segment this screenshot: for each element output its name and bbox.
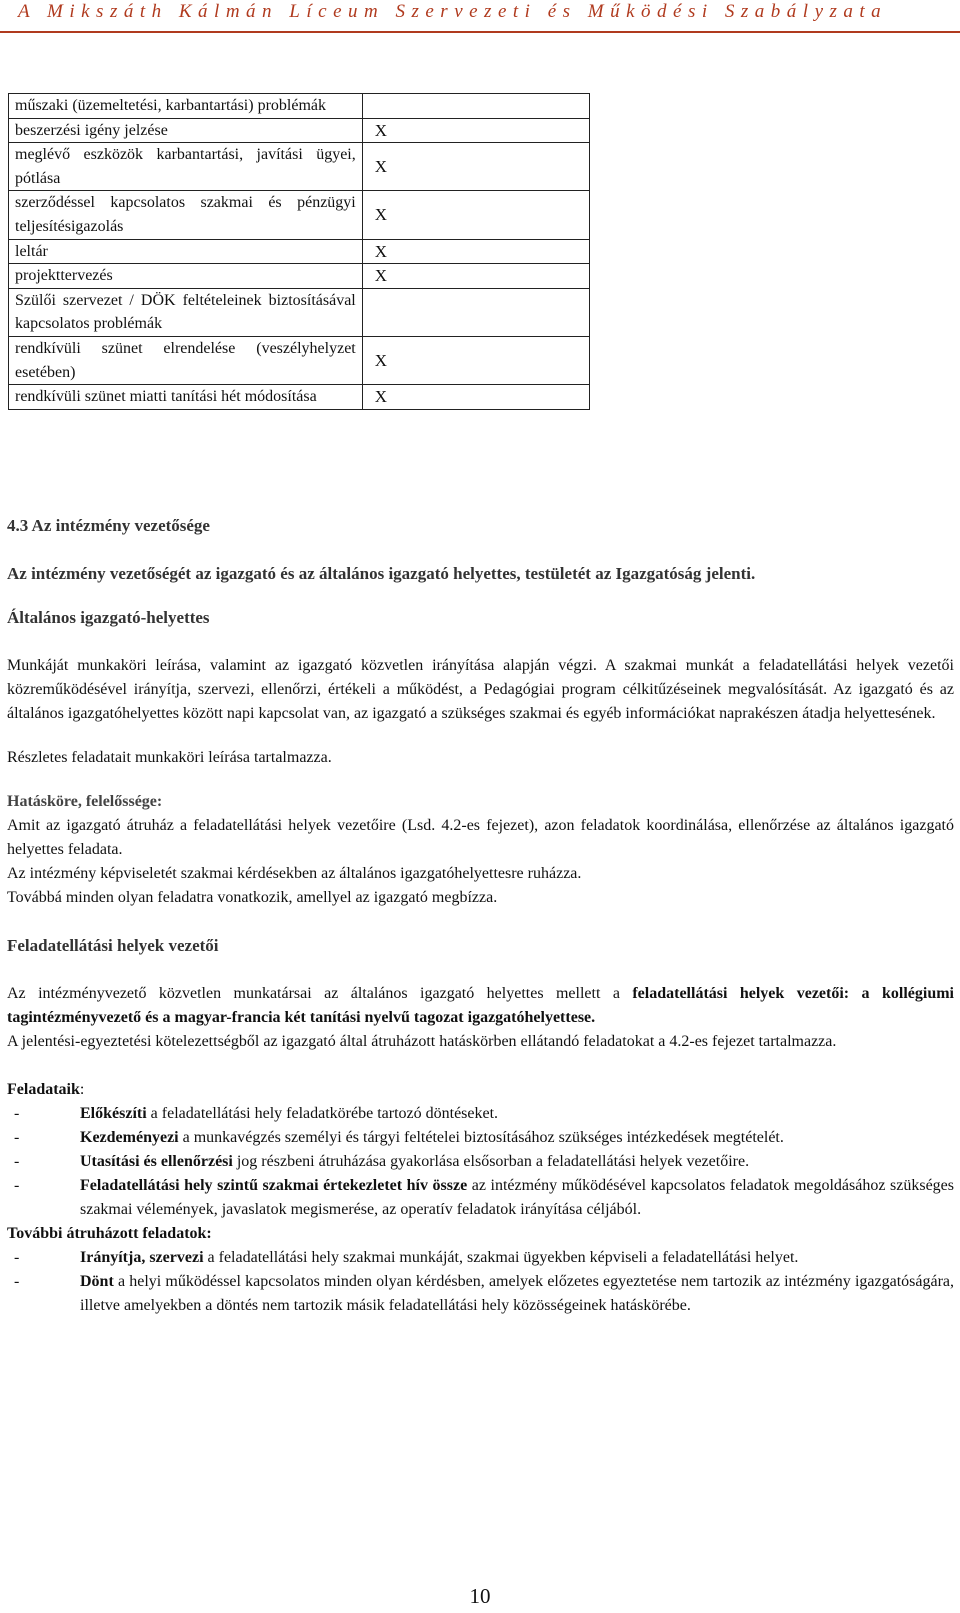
task-cell: projekttervezés (9, 264, 363, 289)
task-cell: leltár (9, 239, 363, 264)
list-item (7, 1270, 954, 1318)
deputy-title: Általános igazgató-helyettes (7, 608, 210, 627)
authority-line-3: Továbbá minden olyan feladatra vonatkozik, amellyel az igazgató megbízza. (7, 889, 498, 906)
dash-bullet-icon: - (14, 1273, 20, 1290)
table-row (9, 264, 590, 289)
list-item-text: a helyi működéssel kapcsolatos minden olyan kérdésben, amelyek előzetes egyeztetése nem tartozik az intézmény igazgatóságára, illetve amelyekben a döntés nem tartozik másik feladatellátási hely közösségeinek hatáskörébe. (80, 1273, 954, 1314)
site-leaders-intro (7, 982, 954, 1030)
authority-line-2: Az intézmény képviseletét szakmai kérdésekben az általános igazgatóhelyettesre ruházza. (7, 865, 582, 882)
page-header: A Mikszáth Kálmán Líceum Szervezeti és Működési Szabályzata (18, 1, 888, 22)
task-cell: beszerzési igény jelzése (9, 118, 363, 143)
list-item-bold: Irányítja, szervezi (80, 1249, 204, 1266)
dash-bullet-icon: - (14, 1249, 20, 1266)
site-leaders-intro-bold: feladatellátási helyek vezetői: a kollégiumi tagintézményvezető és a magyar-francia két tanítási nyelvű tagozat igazgatóhelyettese. (7, 985, 954, 1026)
tasks-list (7, 1102, 954, 1222)
table-row (9, 94, 590, 119)
document-body (7, 514, 954, 1318)
task-cell: szerződéssel kapcsolatos szakmai és pénzügyi teljesítésigazolás (9, 191, 363, 239)
section-title: 4.3 Az intézmény vezetősége (7, 516, 210, 535)
dash-bullet-icon: - (14, 1153, 20, 1170)
tasks-label-colon: : (79, 1081, 85, 1098)
task-cell: meglévő eszközök karbantartási, javítási ügyei, pótlása (9, 143, 363, 191)
authority-label: Hatásköre, felelőssége: (7, 793, 163, 810)
authority-line-1: Amit az igazgató átruház a feladatellátási helyek vezetőire (Lsd. 4.2-es fejezet), azon feladatok koordinálása, ellenőrzése az általános igazgató helyettes feladata. (7, 817, 954, 858)
mark-cell (362, 94, 589, 119)
list-item (7, 1150, 954, 1174)
mark-cell: X (362, 191, 589, 239)
list-item-bold: Dönt (80, 1273, 114, 1290)
list-item-text: a feladatellátási hely feladatkörébe tartozó döntéseket. (146, 1105, 499, 1122)
site-leaders-intro-text: Az intézményvezető közvetlen munkatársai az általános igazgató helyettes mellett a (7, 985, 633, 1002)
tasks-label-text: Feladataik (7, 1081, 80, 1098)
list-item-text: a munkavégzés személyi és tárgyi feltételei biztosításához szükséges intézkedések megtételét. (178, 1129, 784, 1146)
page-number: 10 (469, 1584, 491, 1608)
table-row (9, 336, 590, 384)
mark-cell: X (362, 143, 589, 191)
table-row (9, 191, 590, 239)
list-item-text: a feladatellátási hely szakmai munkáját, szakmai ügyekben képviseli a feladatellátási helyet. (203, 1249, 799, 1266)
mark-cell: X (362, 239, 589, 264)
list-item-bold: Utasítási és ellenőrzési (80, 1153, 233, 1170)
task-cell: műszaki (üzemeltetési, karbantartási) problémák (9, 94, 363, 119)
task-cell: rendkívüli szünet miatti tanítási hét módosítása (9, 385, 363, 410)
table-row (9, 118, 590, 143)
table-row (9, 385, 590, 410)
list-item (7, 1246, 954, 1270)
mark-cell (362, 288, 589, 336)
site-leaders-intro-2: A jelentési-egyeztetési kötelezettségből az igazgató által átruházott hatáskörben ellátandó feladatokat a 4.2-es fejezet tartalmazza. (7, 1033, 837, 1050)
list-item (7, 1174, 954, 1222)
list-item-text: jog részbeni átruházása gyakorlása elsősorban a feladatellátási helyek vezetőire. (232, 1153, 750, 1170)
list-item-text: az intézmény működésével kapcsolatos feladatok megoldásához szükséges szakmai vélemények, javaslatok megismerése, az operatív feladatok irányítása céljából. (80, 1177, 955, 1218)
list-item-bold: Kezdeményezi (80, 1129, 179, 1146)
task-cell: Szülői szervezet / DÖK feltételeinek biztosításával kapcsolatos problémák (9, 288, 363, 336)
list-item-bold: Feladatellátási hely szintű szakmai értekezletet hív össze (80, 1177, 468, 1194)
header-rule (0, 31, 960, 33)
further-tasks-list (7, 1246, 954, 1318)
section-lead: Az intézmény vezetőségét az igazgató és az általános igazgató helyettes, testületét az Igazgatóság jelenti. (7, 564, 756, 583)
deputy-paragraph: Munkáját munkaköri leírása, valamint az igazgató közvetlen irányítása alapján végzi. A szakmai munkát a feladatellátási helyek vezetői közreműködésével irányítja, szervezi, ellenőrzi, értékeli a működést, a Pedagógiai program célkitűzéseinek megvalósítását. Az igazgató és az általános igazgatóhelyettes között napi kapcsolat van, az igazgató a szükséges szakmai és egyéb információkat naprakészen átadja helyettesének. (7, 657, 954, 722)
list-item-bold: Előkészíti (80, 1105, 147, 1122)
list-item (7, 1102, 954, 1126)
mark-cell: X (362, 118, 589, 143)
table-row (9, 239, 590, 264)
list-item (7, 1126, 954, 1150)
responsibility-table (8, 93, 590, 410)
dash-bullet-icon: - (14, 1177, 20, 1194)
further-label: További átruházott feladatok: (7, 1225, 212, 1242)
deputy-details: Részletes feladatait munkaköri leírása tartalmazza. (7, 749, 332, 766)
table-row (9, 143, 590, 191)
mark-cell: X (362, 336, 589, 384)
dash-bullet-icon: - (14, 1129, 20, 1146)
mark-cell: X (362, 264, 589, 289)
table-row (9, 288, 590, 336)
task-cell: rendkívüli szünet elrendelése (veszélyhelyzet esetében) (9, 336, 363, 384)
dash-bullet-icon: - (14, 1105, 20, 1122)
tasks-label (7, 1078, 954, 1102)
site-leaders-title: Feladatellátási helyek vezetői (7, 936, 219, 955)
mark-cell: X (362, 385, 589, 410)
